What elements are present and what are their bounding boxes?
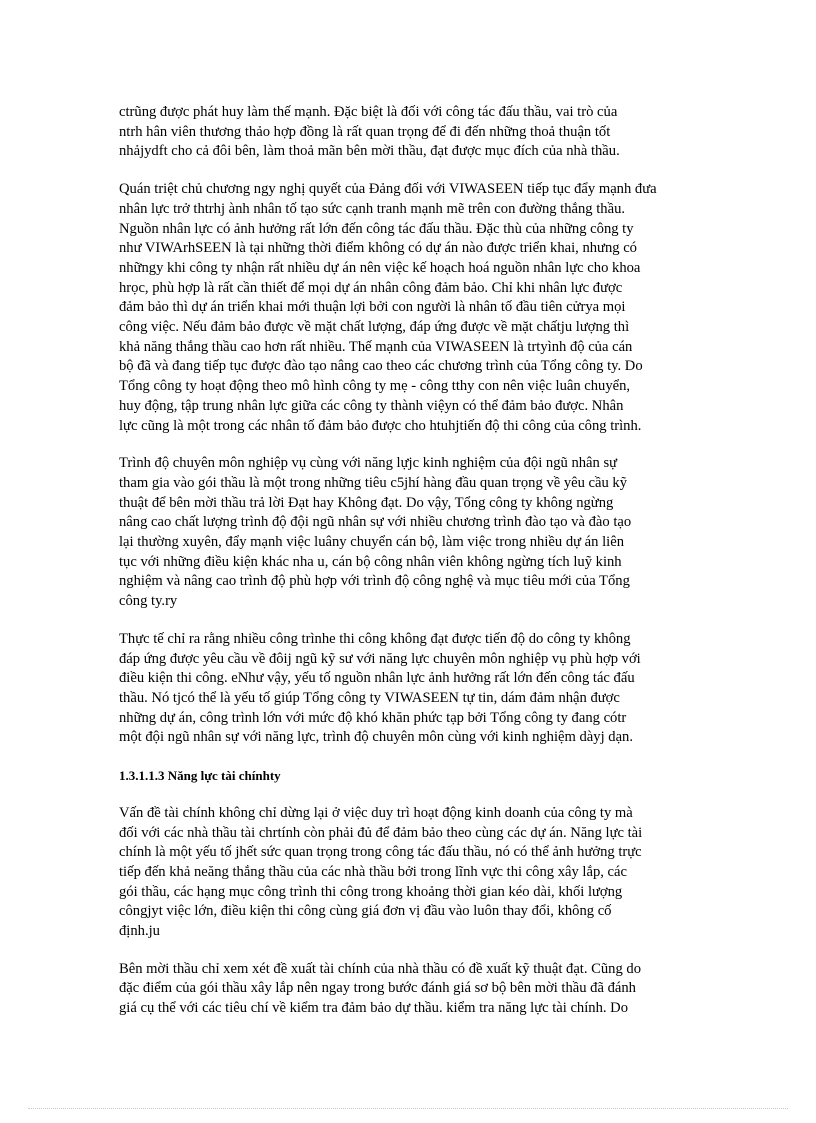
paragraph-spacer xyxy=(119,942,694,960)
text-line: côngjyt việc lớn, điều kiện thi công cùng giá đơn vị đầu vào luôn thay đổi, không cố xyxy=(119,903,612,920)
text-line: đáp ứng được yêu cầu về đôij ngũ kỹ sư với năng lực chuyên môn nghiệp vụ phù hợp với xyxy=(119,650,641,667)
paragraph-1 xyxy=(119,103,694,162)
text-line: Thực tế chỉ ra rằng nhiều công trìnhe thi công không đạt được tiến độ do công ty không xyxy=(119,630,631,647)
text-line: ntrh hân viên thương thảo hợp đồng là rất quan trọng để đi đến những thoả thuận tốt xyxy=(119,123,611,140)
text-line: Tổng công ty hoạt động theo mô hình công ty mẹ - công tthy con nên việc luân chuyển, xyxy=(119,378,631,395)
paragraph-spacer xyxy=(119,786,694,804)
text-line: tiếp đến khả neăng thắng thầu của các nhà thầu bởi trong lĩnh vực thi công xây lắp, các xyxy=(119,863,627,880)
text-line: công việc. Nếu đảm bảo được về mặt chất lượng, đáp ứng được về mặt chấtju lượng thì xyxy=(119,319,630,336)
section-heading: 1.3.1.1.3 Năng lực tài chínhty xyxy=(119,768,281,784)
text-line: định.ju xyxy=(119,923,160,940)
text-line: đối với các nhà thầu tài chrtính còn phải đủ để đảm bảo theo cùng các dự án. Năng lực tài xyxy=(119,824,643,841)
page-content xyxy=(119,103,694,1019)
text-line: nhân lực trở thtrhj ành nhân tố tạo sức cạnh tranh mạnh mẽ trên con đường thắng thầu. xyxy=(119,200,626,217)
text-line: lại thường xuyên, đẩy mạnh việc luâny chuyển cán bộ, làm việc trong nhiều dự án liên xyxy=(119,534,624,551)
text-line: bộ đã và đang tiếp tục được đào tạo nâng cao theo các chương trình của Tổng công ty. Do xyxy=(119,358,643,375)
text-line: huy động, tập trung nhân lực giữa các công ty thành việyn có thể đảm bảo được. Nhân xyxy=(119,397,624,414)
paragraph-6 xyxy=(119,960,694,1019)
text-line: những dự án, công trình lớn với mức độ khó khăn phức tạp bởi Tổng công ty đang cótr xyxy=(119,709,627,726)
paragraph-spacer xyxy=(119,162,694,180)
text-line: đặc điểm của gói thầu xây lắp nên ngay trong bước đánh giá sơ bộ bên mời thầu đã đánh xyxy=(119,980,636,997)
paragraph-spacer xyxy=(119,748,694,766)
text-line: công ty.ry xyxy=(119,593,178,610)
text-line: tục với những điều kiện khác nha u, cán bộ công nhân viên không ngừng tích luỹ kinh xyxy=(119,553,622,570)
text-line: thầu. Nó tjcó thể là yếu tố giúp Tổng công ty VIWASEEN tự tin, dám đảm nhận được xyxy=(119,689,620,706)
text-line: Bên mời thầu chỉ xem xét đề xuất tài chính của nhà thầu có đề xuất kỹ thuật đạt. Cũng do xyxy=(119,960,642,977)
text-line: Nguồn nhân lực có ảnh hưởng rất lớn đến công tác đấu thầu. Đặc thù của những công ty xyxy=(119,220,634,237)
text-line: nhảjydft cho cả đôi bên, làm thoả mãn bên mời thầu, đạt được mục đích của nhà thầu. xyxy=(119,143,620,160)
text-line: hrọc, phù hợp là rất cần thiết để mọi dự án nhân công đảm bảo. Chỉ khi nhân lực được xyxy=(119,279,623,296)
text-line: một đội ngũ nhân sự với năng lực, trình độ chuyên môn cùng với kinh nghiệm dàyj dạn. xyxy=(119,729,633,746)
text-line: tham gia vào gói thầu là một trong những tiêu c5jhí hàng đầu quan trọng về yêu cầu kỹ xyxy=(119,474,628,491)
text-line: Trình độ chuyên môn nghiệp vụ cùng với năng lựjc kinh nghiệm của đội ngũ nhân sự xyxy=(119,455,618,472)
paragraph-2 xyxy=(119,180,694,436)
paragraph-4 xyxy=(119,630,694,748)
text-line: nghiệm và nâng cao trình độ phù hợp với trình độ công nghệ và mục tiêu mới của Tổng xyxy=(119,573,630,590)
text-line: ctrũng được phát huy làm thế mạnh. Đặc biệt là đối với công tác đấu thầu, vai trò của xyxy=(119,104,618,120)
text-line: nhữngy khi công ty nhận rất nhiều dự án nên việc kế hoạch hoá nguồn nhân lực cho khoa xyxy=(119,259,641,276)
text-line: Quán triệt chủ chương ngy nghị quyết của Đảng đối với VIWASEEN tiếp tục đẩy mạnh đưa xyxy=(119,181,657,198)
paragraph-3 xyxy=(119,454,694,612)
text-line: như VIWArhSEEN là tại những thời điểm không có dự án nào được triển khai, nhưng có xyxy=(119,240,637,257)
page-bottom-divider xyxy=(28,1108,788,1109)
text-line: chính là một yếu tố jhết sức quan trọng trong công tác đấu thầu, nó có thể ảnh hưởng trực xyxy=(119,844,642,861)
paragraph-spacer xyxy=(119,612,694,630)
text-line: lực cũng là một trong các nhân tố đảm bảo được cho htuhjtiến độ thi công của công trình. xyxy=(119,417,642,434)
text-line: Vấn đề tài chính không chỉ dừng lại ở việc duy trì hoạt động kinh doanh của công ty mà xyxy=(119,804,633,821)
paragraph-spacer xyxy=(119,436,694,454)
text-line: thuật để bên mời thầu trả lời Đạt hay Không đạt. Do vậy, Tổng công ty không ngừng xyxy=(119,494,614,511)
text-line: giá cụ thể với các tiêu chí về kiểm tra đảm bảo dự thầu. kiểm tra năng lực tài chính. Do xyxy=(119,1000,629,1017)
text-line: đảm bảo thì dự án triển khai mới thuận lợi bởi con người là nhân tố đầu tiên cửrya mọi xyxy=(119,299,626,316)
paragraph-5 xyxy=(119,804,694,942)
text-line: khả năng thắng thầu cao hơn rất nhiều. Thế mạnh của VIWASEEN là trtyình độ của cán xyxy=(119,338,633,355)
text-line: nâng cao chất lượng trình độ đội ngũ nhân sự với nhiều chương trình đào tạo và đào tạo xyxy=(119,514,632,531)
text-line: gói thầu, các hạng mục công trình thi công trong khoảng thời gian kéo dài, khối lượng xyxy=(119,883,623,900)
text-line: điều kiện thi công. eNhư vậy, yếu tố nguồn nhân lực ảnh hưởng rất lớn đến công tác đấu xyxy=(119,670,635,687)
